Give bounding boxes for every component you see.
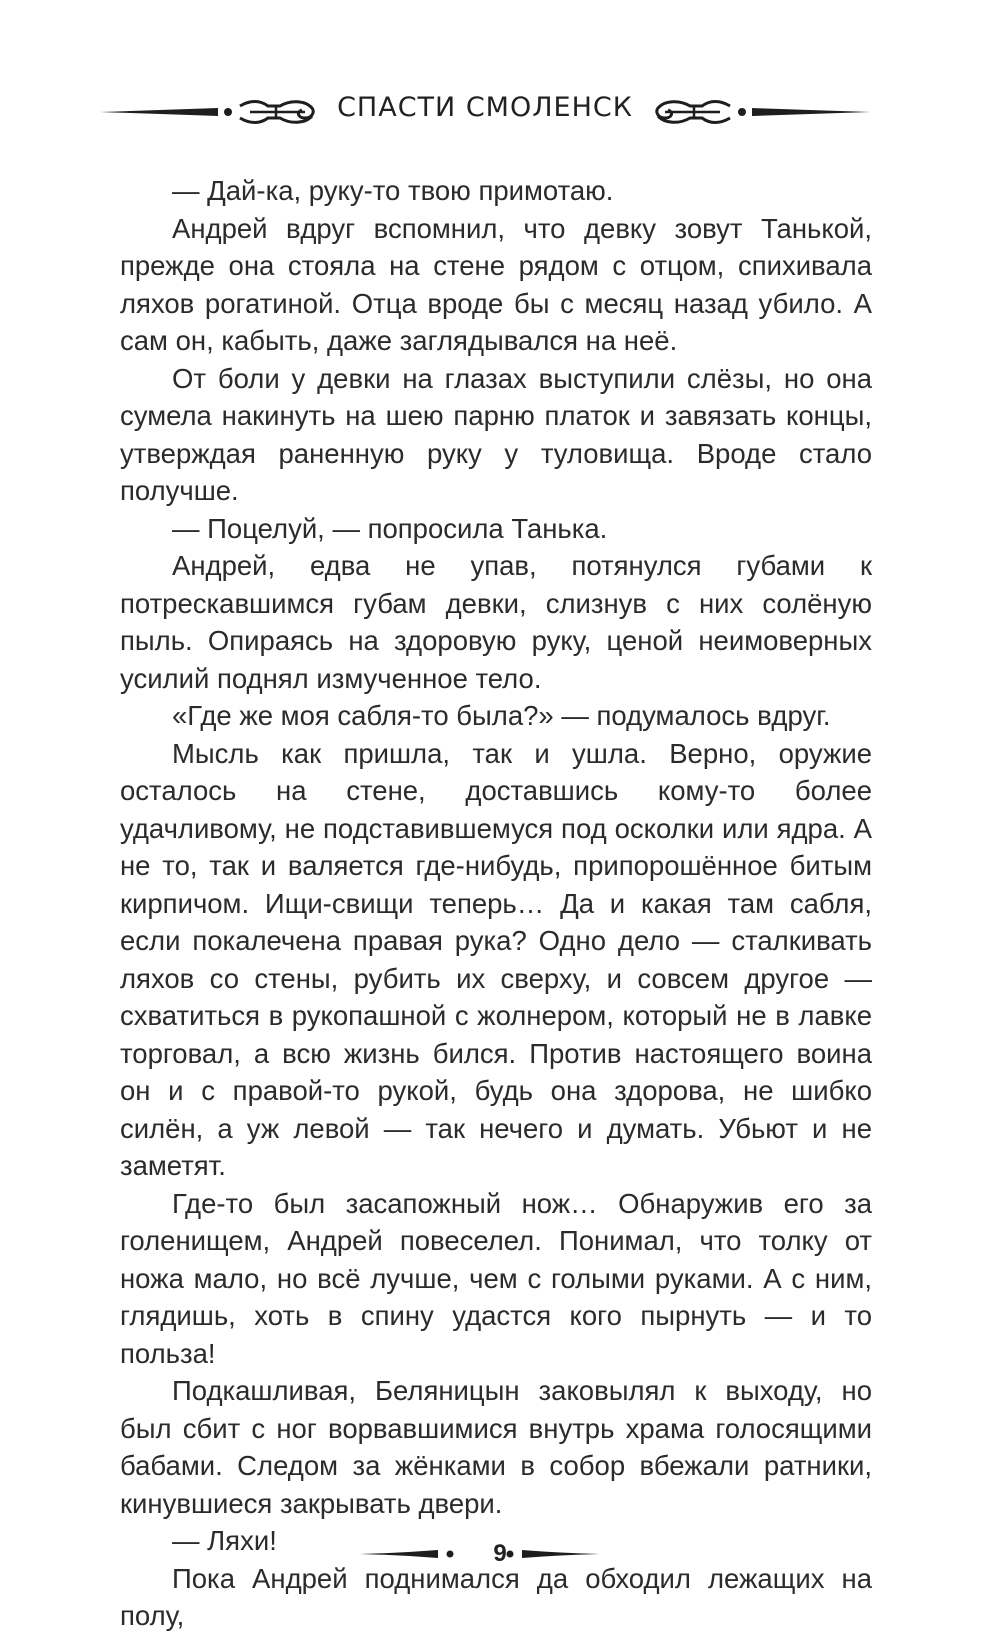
paragraph: Где-то был засапожный нож… Обнаружив его за голенищем, Андрей повеселел. Понимал, что толку от ножа мало, но всё лучше, чем с голыми руками. А с ним, глядишь, хоть в спину удастся кого пырнуть — и то польза! — [120, 1187, 872, 1369]
body-text — [120, 172, 872, 1635]
running-head-title: СПАСТИ СМОЛЕНСК — [337, 92, 633, 123]
paragraph: Мысль как пришла, так и ушла. Верно, оружие осталось на стене, доставшись кому-то более удачливому, не подставившемуся под осколки или ядра. А не то, так и валяется где-нибудь, припорошённое битым кирпичом. Ищи-свищи теперь… Да и какая там сабля, если покалечена правая рука? Одно дело — сталкивать ляхов со стены, рубить их сверху, и совсем другое — схватиться в рукопашной с жолнером, который не в лавке торговал, а всю жизнь бился. Против настоящего воина он и с правой-то рукой, будь она здорова, не шибко силён, а уж левой — так нечего и думать. Убьют и не заметят. — [120, 737, 872, 1181]
paragraph: «Где же моя сабля-то была?» — подумалось вдруг. — [172, 700, 831, 731]
paragraph: Андрей вдруг вспомнил, что девку зовут Танькой, прежде она стояла на стене рядом с отцом, спихивала ляхов рогатиной. Отца вроде бы с месяц назад убило. А сам он, кабыть, даже заглядывался на неё. — [120, 212, 872, 356]
paragraph: — Дай-ка, руку-то твою примотаю. — [172, 175, 614, 206]
paragraph: — Поцелуй, — попросила Танька. — [172, 512, 608, 544]
paragraph: Андрей, едва не упав, потянулся губами к потрескавшимся губам девки, слизнув с них солёную пыль. Опираясь на здоровую руку, ценой неимоверных усилий поднял измученное тело. — [120, 550, 872, 694]
page-number: 9 — [493, 1540, 507, 1567]
footer-right-ornament-icon — [500, 1542, 600, 1566]
paragraph: От боли у девки на глазах выступили слёзы, но она сумела накинуть на шею парню платок и завязать концы, утверждая раненную руку у туловища. Вроде стало получше. — [120, 362, 872, 506]
paragraph: Пока Андрей поднимался да обходил лежащих на полу, — [120, 1562, 872, 1631]
running-head — [100, 92, 870, 132]
page-footer — [0, 1540, 1000, 1570]
right-ornament-icon — [640, 98, 870, 126]
paragraph: Подкашливая, Беляницын заковылял к выходу, но был сбит с ног ворвавшимися внутрь храма голосящими бабами. Следом за жёнками в собор вбежали ратники, кинувшиеся закрывать двери. — [120, 1375, 872, 1519]
paragraph: — Ляхи! — [172, 1525, 277, 1556]
